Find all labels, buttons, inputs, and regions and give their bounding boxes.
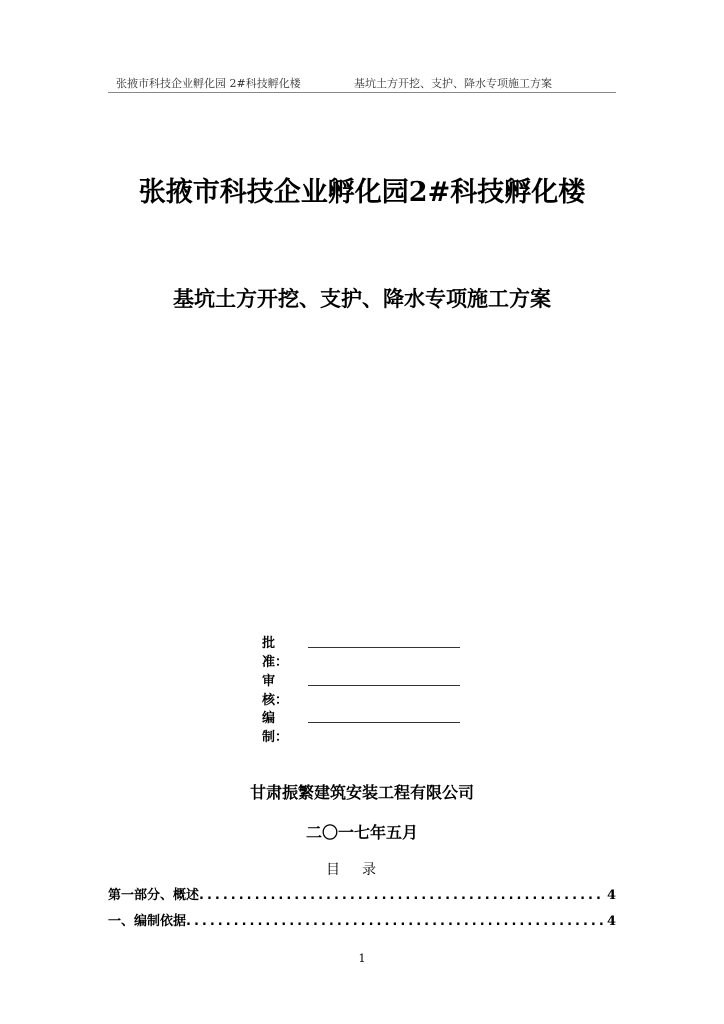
toc-title: 目录 (326, 862, 398, 878)
toc-entry-label: 一、编制依据 (108, 914, 187, 928)
review-signature-line (308, 685, 460, 686)
toc-entry[interactable] (108, 910, 616, 928)
review-label: 审核： (262, 674, 289, 708)
page-number: 1 (358, 952, 366, 965)
toc-leader-dots (186, 914, 605, 928)
approve-label: 批准： (262, 636, 289, 670)
header-left-text: 张掖市科技企业孵化园 2#科技孵化楼 (116, 77, 301, 90)
compile-label: 编制： (262, 711, 289, 745)
page-header (108, 74, 616, 93)
document-date: 二〇一七年五月 (305, 823, 418, 842)
toc-entry-page: 4 (606, 914, 616, 928)
toc-entry[interactable] (108, 884, 616, 902)
compile-signature-line (308, 722, 460, 723)
toc-leader-dots (199, 888, 605, 902)
approve-signature-line (308, 647, 460, 648)
toc-entry-page: 4 (606, 888, 616, 902)
company-name: 甘肃振繁建筑安装工程有限公司 (249, 783, 474, 802)
header-right-text: 基坑土方开挖、支护、降水专项施工方案 (354, 77, 552, 90)
toc-entry-label: 第一部分、概述 (108, 888, 200, 902)
document-title: 张掖市科技企业孵化园2#科技孵化楼 (138, 177, 586, 208)
document-subtitle: 基坑土方开挖、支护、降水专项施工方案 (173, 286, 551, 311)
